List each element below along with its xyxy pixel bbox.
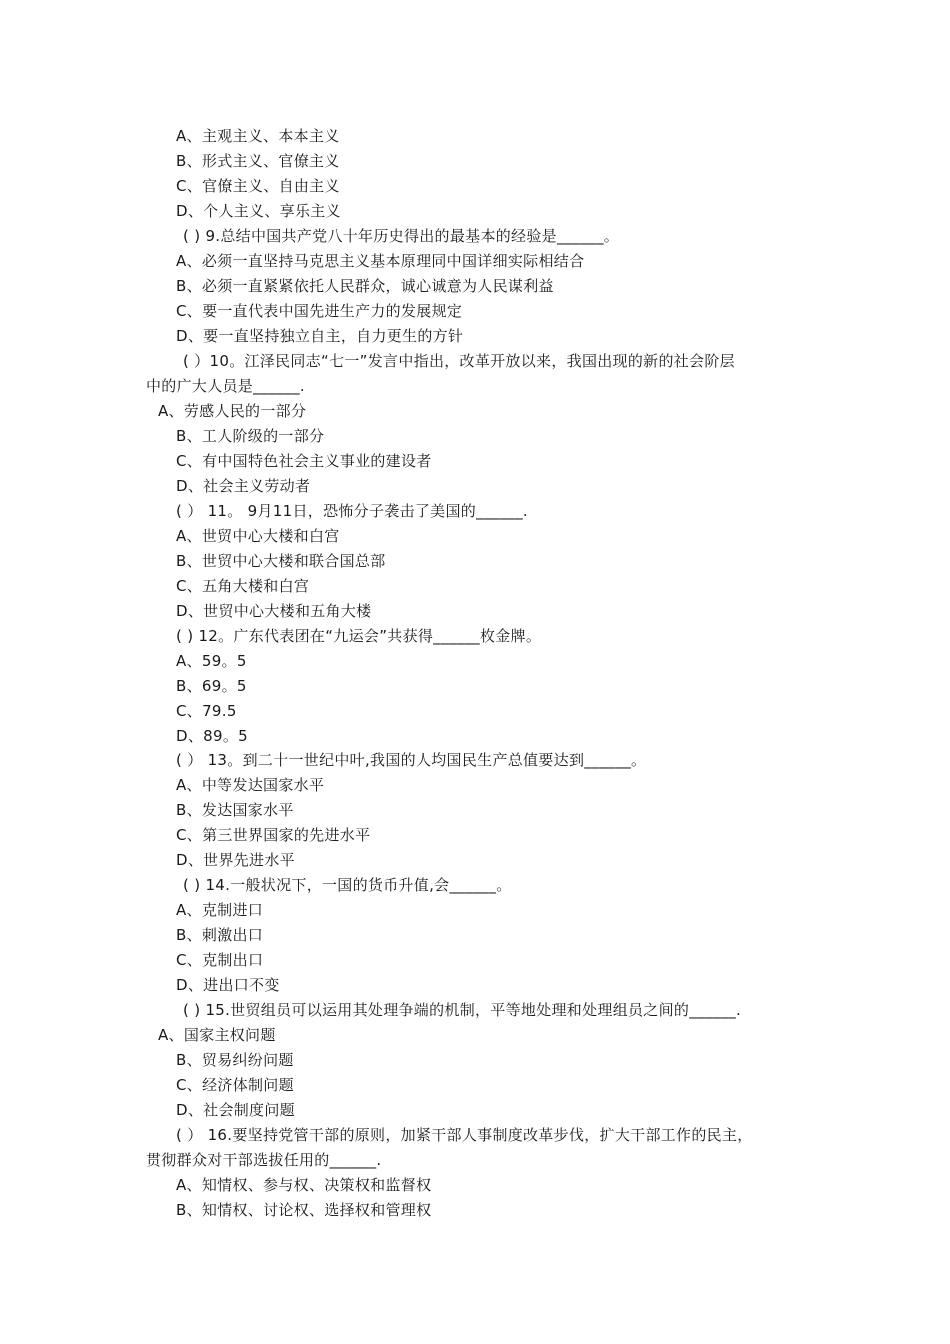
option-12d: D、89。5 — [176, 727, 248, 745]
option-10d: D、社会主义劳动者 — [176, 477, 311, 495]
option-14b: B、刺激出口 — [176, 926, 264, 944]
option-9a: A、必须一直坚持马克思主义基本原理同中国详细实际相结合 — [176, 252, 585, 270]
option-13c: C、第三世界国家的先进水平 — [176, 826, 371, 844]
question-16: ( ） 16.要坚持党管干部的原则，加紧干部人事制度改革步伐，扩大干部工作的民主， — [176, 1126, 753, 1144]
option-8b: B、形式主义、官僚主义 — [176, 152, 340, 170]
option-10c: C、有中国特色社会主义事业的建设者 — [176, 452, 432, 470]
option-15a: A、国家主权问题 — [158, 1026, 276, 1044]
option-12c: C、79.5 — [176, 702, 237, 720]
option-10a: A、劳感人民的一部分 — [158, 402, 307, 420]
option-11c: C、五角大楼和白宫 — [176, 577, 310, 595]
option-14a: A、克制进口 — [176, 901, 264, 919]
option-16b: B、知情权、讨论权、选择权和管理权 — [176, 1201, 432, 1219]
option-8c: C、官僚主义、自由主义 — [176, 177, 340, 195]
question-13: ( ） 13。到二十一世纪中叶,我国的人均国民生产总值要达到______。 — [176, 751, 647, 769]
question-12: ( ) 12。广东代表团在“九运会”共获得______枚金牌。 — [176, 627, 542, 645]
question-15: ( ) 15.世贸组员可以运用其处理争端的机制，平等地处理和处理组员之间的______. — [183, 1001, 742, 1019]
option-12a: A、59。5 — [176, 652, 247, 670]
option-13a: A、中等发达国家水平 — [176, 776, 325, 794]
option-10b: B、工人阶级的一部分 — [176, 427, 325, 445]
option-15c: C、经济体制问题 — [176, 1076, 294, 1094]
option-12b: B、69。5 — [176, 677, 247, 695]
option-11b: B、世贸中心大楼和联合国总部 — [176, 552, 386, 570]
option-14c: C、克制出口 — [176, 951, 264, 969]
question-11: ( ） 11。 9月11日，恐怖分子袭击了美国的______. — [176, 502, 528, 520]
option-14d: D、进出口不变 — [176, 976, 280, 994]
question-9: ( ) 9.总结中国共产党八十年历史得出的最基本的经验是______。 — [183, 227, 620, 245]
option-15d: D、社会制度问题 — [176, 1101, 295, 1119]
option-8d: D、个人主义、享乐主义 — [176, 202, 341, 220]
option-9c: C、要一直代表中国先进生产力的发展规定 — [176, 302, 463, 320]
option-13b: B、发达国家水平 — [176, 801, 294, 819]
option-11a: A、世贸中心大楼和白宫 — [176, 527, 340, 545]
option-9b: B、必须一直紧紧依托人民群众，诚心诚意为人民谋利益 — [176, 277, 554, 295]
option-9d: D、要一直坚持独立自主，自力更生的方针 — [176, 327, 464, 345]
option-11d: D、世贸中心大楼和五角大楼 — [176, 602, 372, 620]
question-16-cont: 贯彻群众对干部选拔任用的______. — [146, 1151, 382, 1169]
question-10-cont: 中的广大人员是______. — [146, 377, 305, 395]
option-15b: B、贸易纠纷问题 — [176, 1051, 294, 1069]
option-13d: D、世界先进水平 — [176, 851, 295, 869]
option-8a: A、主观主义、本本主义 — [176, 127, 340, 145]
question-10: ( ）10。江泽民同志“七一”发言中指出，改革开放以来，我国出现的新的社会阶层 — [183, 352, 735, 370]
option-16a: A、知情权、参与权、决策权和监督权 — [176, 1176, 432, 1194]
question-14: ( ) 14.一般状况下，一国的货币升值,会______。 — [183, 876, 512, 894]
